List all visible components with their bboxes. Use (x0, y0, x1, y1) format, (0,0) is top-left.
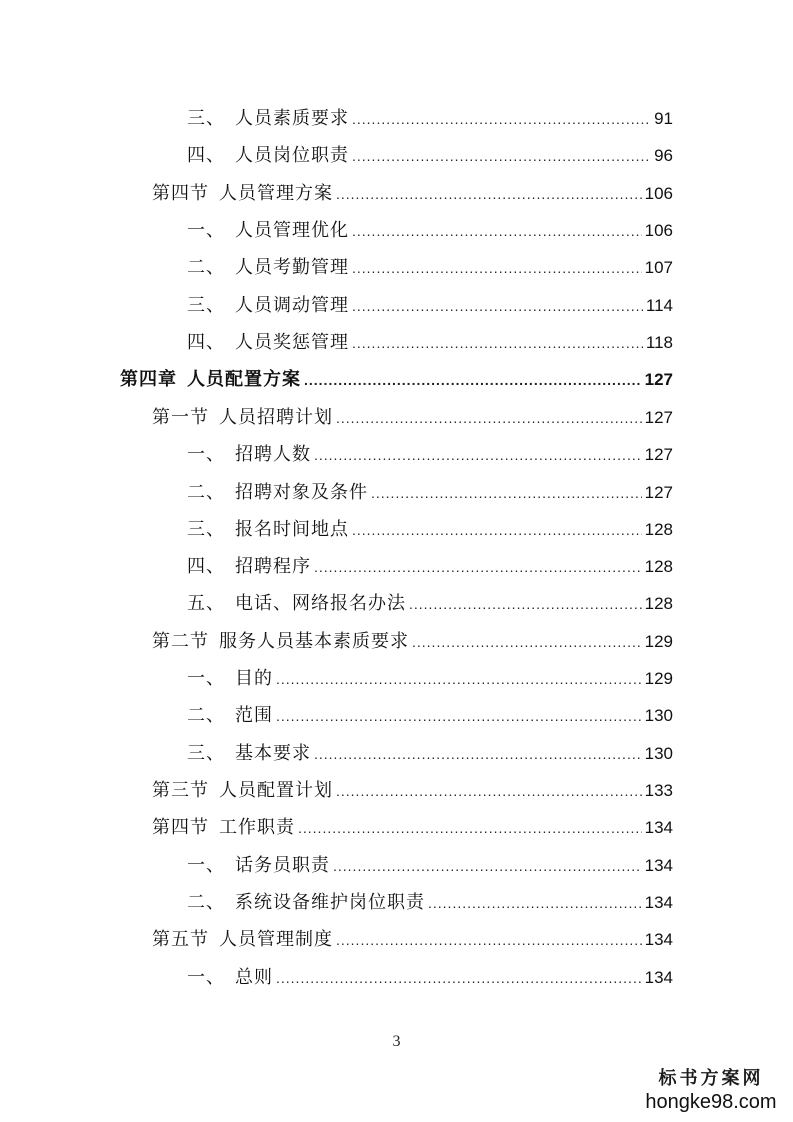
toc-entry-title: 人员配置方案 (187, 369, 301, 390)
toc-leader-dots (352, 293, 643, 319)
toc-entry-page: 134 (644, 968, 673, 987)
toc-leader-dots (352, 143, 651, 169)
page-number: 3 (392, 1033, 401, 1050)
toc-entry-title: 人员管理优化 (235, 220, 349, 241)
toc-entry-page: 106 (644, 221, 673, 240)
toc-entry[interactable] (187, 293, 673, 319)
toc-entry-prefix: 第五节 (152, 929, 209, 950)
toc-entry-prefix: 一、 (187, 967, 225, 988)
toc-entry[interactable] (187, 703, 673, 729)
toc-entry[interactable] (152, 405, 673, 431)
toc-leader-dots (352, 517, 642, 543)
toc-entry-title: 基本要求 (235, 743, 311, 764)
toc-entry-label (187, 554, 311, 580)
toc-entry-prefix: 四、 (187, 332, 225, 353)
toc-entry[interactable] (187, 218, 673, 244)
toc-entry-page: 134 (644, 818, 673, 837)
site-watermark (641, 1068, 781, 1114)
toc-entry-label (152, 405, 333, 431)
toc-entry-title: 招聘对象及条件 (235, 482, 368, 503)
toc-entry-label (187, 741, 311, 767)
toc-entry-page: 127 (644, 408, 673, 427)
toc-leader-dots (298, 815, 642, 841)
toc-entry-page: 127 (644, 483, 673, 502)
toc-entry-page: 107 (644, 258, 673, 277)
toc-entry-label (152, 629, 409, 655)
toc-entry[interactable] (187, 143, 673, 169)
toc-entry-prefix: 三、 (187, 295, 225, 316)
toc-entry-prefix: 第一节 (152, 407, 209, 428)
toc-entry-label (187, 517, 349, 543)
toc-entry[interactable] (187, 480, 673, 506)
toc-entry-prefix: 第四节 (152, 183, 209, 204)
toc-entry-prefix: 二、 (187, 482, 225, 503)
toc-entry[interactable] (187, 853, 673, 879)
toc-entry[interactable] (187, 554, 673, 580)
toc-entry-title: 总则 (235, 967, 273, 988)
toc-leader-dots (314, 442, 642, 468)
toc-leader-dots (412, 629, 642, 655)
toc-leader-dots (336, 405, 642, 431)
toc-entry-prefix: 三、 (187, 519, 225, 540)
toc-entry-page: 133 (644, 781, 673, 800)
toc-entry-prefix: 一、 (187, 855, 225, 876)
toc-entry-title: 报名时间地点 (235, 519, 349, 540)
toc-entry-label (187, 853, 330, 879)
toc-entry-label (187, 666, 273, 692)
toc-leader-dots (314, 741, 642, 767)
toc-entry-title: 电话、网络报名办法 (235, 593, 406, 614)
toc-entry-page: 129 (644, 669, 673, 688)
toc-entry-prefix: 一、 (187, 444, 225, 465)
toc-entry-page: 106 (644, 184, 673, 203)
toc-entry-label (187, 293, 349, 319)
toc-entry-prefix: 一、 (187, 668, 225, 689)
toc-entry-page: 134 (644, 930, 673, 949)
toc-leader-dots (352, 255, 642, 281)
toc-entry-title: 人员管理制度 (219, 929, 333, 950)
toc-entry-title: 范围 (235, 705, 273, 726)
watermark-site-name: 标书方案网 (658, 1068, 764, 1089)
toc-entry-label (152, 181, 333, 207)
toc-entry-prefix: 二、 (187, 892, 225, 913)
toc-entry-page: 96 (654, 146, 673, 165)
toc-entry-label (187, 330, 349, 356)
toc-entry-title: 话务员职责 (235, 855, 330, 876)
toc-entry[interactable] (187, 965, 673, 991)
toc-entry-label (187, 143, 349, 169)
toc-leader-dots (428, 890, 642, 916)
toc-entry-prefix: 二、 (187, 705, 225, 726)
toc-entry[interactable] (187, 442, 673, 468)
toc-entry-prefix: 第二节 (152, 631, 209, 652)
toc-entry[interactable] (187, 666, 673, 692)
toc-entry-title: 人员岗位职责 (235, 145, 349, 166)
toc-entry-title: 人员奖惩管理 (235, 332, 349, 353)
toc-entry[interactable] (152, 629, 673, 655)
toc-entry-title: 人员考勤管理 (235, 257, 349, 278)
toc-entry[interactable] (187, 106, 673, 132)
toc-entry-page: 130 (644, 744, 673, 763)
toc-leader-dots (336, 181, 642, 207)
toc-entry-label (152, 927, 333, 953)
toc-entry-label (187, 703, 273, 729)
toc-leader-dots (304, 367, 642, 393)
toc-entry-title: 招聘程序 (235, 556, 311, 577)
toc-entry-title: 人员素质要求 (235, 108, 349, 129)
toc-entry-title: 工作职责 (219, 817, 295, 838)
toc-entry[interactable] (152, 815, 673, 841)
toc-entry[interactable] (152, 181, 673, 207)
toc-entry-page: 134 (644, 893, 673, 912)
toc-entry-label (187, 442, 311, 468)
toc-entry-label (187, 480, 368, 506)
toc-entry[interactable] (152, 778, 673, 804)
toc-entry-page: 130 (644, 706, 673, 725)
toc-entry-title: 人员调动管理 (235, 295, 349, 316)
toc-entry-page: 128 (644, 520, 673, 539)
toc-entry-page: 127 (644, 370, 673, 389)
toc-entry[interactable] (152, 927, 673, 953)
toc-entry-label (187, 890, 425, 916)
toc-entry-page: 91 (654, 109, 673, 128)
toc-entry-prefix: 四、 (187, 145, 225, 166)
toc-leader-dots (314, 554, 642, 580)
toc-leader-dots (336, 927, 642, 953)
toc-entry-title: 人员配置计划 (219, 780, 333, 801)
toc-entry-prefix: 四、 (187, 556, 225, 577)
toc-entry-page: 114 (645, 296, 673, 315)
toc-entry[interactable] (187, 330, 673, 356)
toc-entry-page: 128 (644, 557, 673, 576)
toc-leader-dots (352, 106, 651, 132)
toc-entry-label (120, 367, 301, 393)
toc-entry[interactable] (187, 591, 673, 617)
toc-entry-title: 服务人员基本素质要求 (219, 631, 409, 652)
toc-entry-page: 134 (644, 856, 673, 875)
toc-entry-prefix: 五、 (187, 593, 225, 614)
toc-entry-page: 118 (645, 333, 673, 352)
toc-entry-label (152, 815, 295, 841)
toc-entry-prefix: 三、 (187, 108, 225, 129)
toc-leader-dots (276, 666, 642, 692)
toc-entry-title: 目的 (235, 668, 273, 689)
toc-leader-dots (352, 218, 642, 244)
toc-entry-title: 招聘人数 (235, 444, 311, 465)
toc-leader-dots (409, 591, 642, 617)
toc-entry-label (187, 106, 349, 132)
toc-leader-dots (336, 778, 642, 804)
toc-entry-title: 人员管理方案 (219, 183, 333, 204)
toc-entry-prefix: 三、 (187, 743, 225, 764)
toc-entry-label (187, 218, 349, 244)
toc-entry[interactable] (187, 741, 673, 767)
toc-entry-prefix: 二、 (187, 257, 225, 278)
toc-entry-label (152, 778, 333, 804)
toc-leader-dots (371, 480, 642, 506)
toc-entry-label (187, 591, 406, 617)
toc-entry-label (187, 255, 349, 281)
toc-entry-prefix: 第四节 (152, 817, 209, 838)
toc-entry[interactable] (187, 890, 673, 916)
toc-entry-page: 128 (644, 594, 673, 613)
watermark-url: hongke98.com (645, 1091, 777, 1113)
toc-entry-page: 129 (644, 632, 673, 651)
toc-leader-dots (352, 330, 643, 356)
toc-entry-prefix: 第三节 (152, 780, 209, 801)
toc-entry[interactable] (187, 517, 673, 543)
toc-entry-label (187, 965, 273, 991)
toc-leader-dots (333, 853, 642, 879)
toc-leader-dots (276, 965, 642, 991)
toc-entry-title: 系统设备维护岗位职责 (235, 892, 425, 913)
toc-entry[interactable] (187, 255, 673, 281)
toc-entry-page: 127 (644, 445, 673, 464)
toc-entry-chapter[interactable] (120, 367, 673, 393)
toc-entry-prefix: 第四章 (120, 369, 177, 390)
toc-entry-title: 人员招聘计划 (219, 407, 333, 428)
toc-entry-prefix: 一、 (187, 220, 225, 241)
toc-leader-dots (276, 703, 642, 729)
